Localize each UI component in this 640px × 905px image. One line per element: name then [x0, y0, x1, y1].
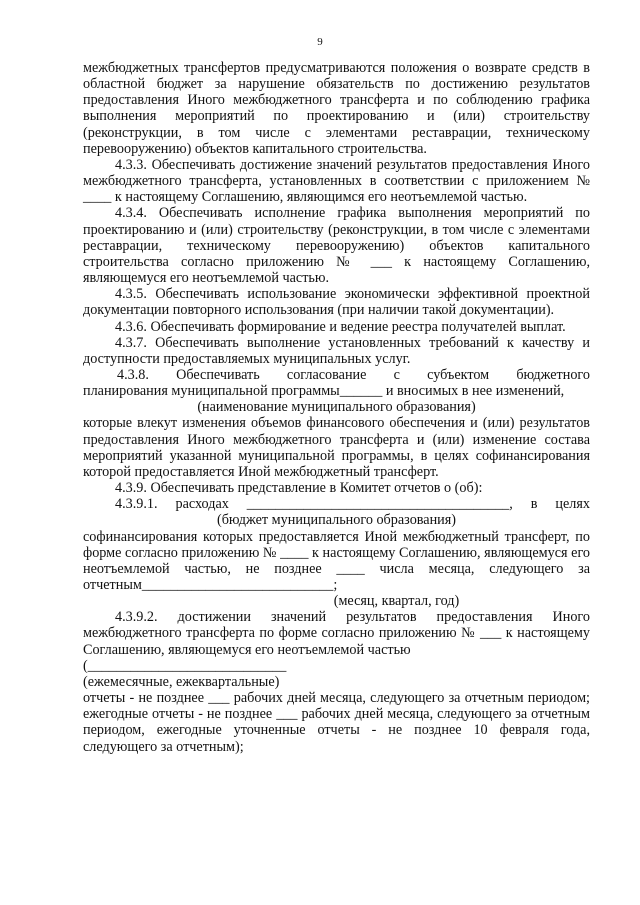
- paragraph-4-3-9-2-bracket: (____________________________: [83, 657, 287, 674]
- paragraph-4-3-9: 4.3.9. Обеспечивать представление в Комитет отчетов о (об):: [115, 480, 483, 497]
- paragraph-continuation: межбюджетных трансфертов предусматриваются положения о возврате средств в областной бюджет за нарушение обязательств по достижению результатов предоставления Иного межбюджетного трансферта и по соблюдению графика выполнения мероприятий по проектированию и (или) строительству (реконструкции, в том числе с элементами реставрации, техническому перевооружению) объектов капитального строительства.: [83, 60, 590, 157]
- paragraph-4-3-9-2-rest: отчеты - не позднее ___ рабочих дней месяца, следующего за отчетным периодом; ежегодные отчеты - не позднее ___ рабочих дней месяца, следующего за отчетным периодом, ежегодные уточненные отчеты - не позднее 10 февраля года, следующего за отчетным);: [83, 690, 590, 755]
- paragraph-4-3-4: 4.3.4. Обеспечивать исполнение графика выполнения мероприятий по проектированию и (или) строительству (реконструкции, в том числе с элементами реставрации, техническому перевооружению) объектов капитального строительства согласно приложению № ___ к настоящему Соглашению, являющемуся его неотъемлемой частью.: [83, 205, 590, 287]
- caption-municipality-name: (наименование муниципального образования): [197, 399, 476, 416]
- paragraph-4-3-6: 4.3.6. Обеспечивать формирование и ведение реестра получателей выплат.: [115, 318, 566, 335]
- caption-municipal-budget: (бюджет муниципального образования): [216, 512, 457, 529]
- paragraph-4-3-8-line1: 4.3.8. Обеспечивать согласование с субъектом бюджетного: [117, 366, 590, 383]
- paragraph-4-3-5: 4.3.5. Обеспечивать использование экономически эффективной проектной документации повторного использования (при наличии такой документации).: [83, 286, 590, 319]
- caption-period: (месяц, квартал, год): [333, 593, 460, 610]
- paragraph-4-3-3: 4.3.3. Обеспечивать достижение значений результатов предоставления Иного межбюджетного трансферта, установленных в соответствии с приложением № ____ к настоящему Соглашению, являющимся его неотъемлемой частью.: [83, 156, 590, 206]
- paragraph-4-3-9-1-line1: 4.3.9.1. расходах _____________________________________, в целях: [115, 496, 590, 513]
- paragraph-4-3-7: 4.3.7. Обеспечивать выполнение установленных требований к качеству и доступности предоставляемых муниципальных услуг.: [83, 334, 590, 367]
- document-body: [83, 60, 590, 755]
- paragraph-4-3-8-line2: планирования муниципальной программы______ и вносимых в нее изменений,: [83, 383, 565, 400]
- paragraph-4-3-9-1-rest: софинансирования которых предоставляется Иной межбюджетный трансферт, по форме согласно приложению № ____ к настоящему Соглашению, являющемуся его неотъемлемой частью, не позднее ____ числа месяца, следующего за отчетным___________________________;: [83, 528, 590, 593]
- paragraph-4-3-8-rest: которые влекут изменения объемов финансового обеспечения и (или) результатов предоставления Иного межбюджетного трансферта и (или) изменение состава мероприятий указанной муниципальной программы, в целях софинансирования которой предоставляется Иной межбюджетный трансферт.: [83, 415, 590, 480]
- page-number: 9: [317, 36, 323, 48]
- caption-report-frequency: (ежемесячные, ежеквартальные): [83, 673, 280, 690]
- paragraph-4-3-9-2: 4.3.9.2. достижении значений результатов предоставления Иного межбюджетного трансферта по форме согласно приложению № ___ к настоящему Соглашению, являющемуся его неотъемлемой частью: [83, 609, 590, 658]
